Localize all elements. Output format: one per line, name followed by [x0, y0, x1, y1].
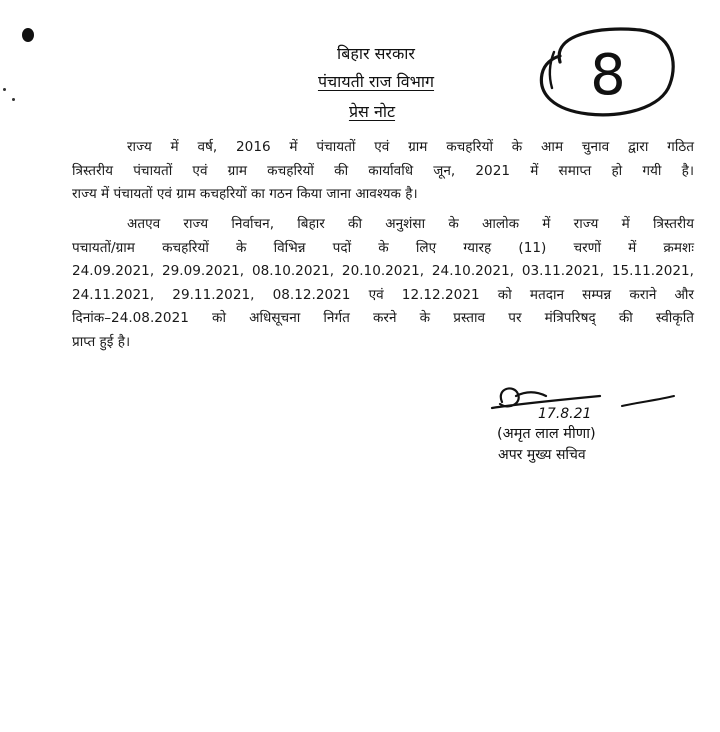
paragraph-1-line: त्रिस्तरीय पंचायतों एवं ग्राम कचहरियों की कार्यावधि जून, 2021 में समाप्त हो गयी है। — [72, 162, 694, 179]
paragraph-1 — [72, 136, 694, 207]
paragraph-2-line: 24.11.2021, 29.11.2021, 08.12.2021 एवं 12.12.2021 को मतदान सम्पन्न कराने और — [72, 286, 694, 303]
paragraph-2-line: 24.09.2021, 29.09.2021, 08.10.2021, 20.10.2021, 24.10.2021, 03.11.2021, 15.11.2021, — [72, 263, 694, 280]
paragraph-2-line: दिनांक–24.08.2021 को अधिसूचना निर्गत करने के प्रस्ताव पर मंत्रिपरिषद् की स्वीकृति — [72, 310, 694, 327]
ink-speck — [3, 88, 6, 91]
govt-name: बिहार सरकार — [337, 44, 415, 63]
signatory-name: (अमृत लाल मीणा) — [497, 426, 596, 442]
paragraph-2-line: प्राप्त हुई है। — [72, 333, 131, 350]
stamp-number: 8 — [590, 43, 626, 108]
signature-date: 17.8.21 — [538, 406, 592, 422]
signatory-designation: अपर मुख्य सचिव — [498, 447, 586, 463]
paragraph-1-line: राज्य में वर्ष, 2016 में पंचायतों एवं ग्राम कचहरियों के आम चुनाव द्वारा गठित — [127, 139, 694, 155]
handwritten-signature — [488, 382, 678, 422]
paragraph-2-line: पचायतों/ग्राम कचहरियों के विभिन्न पदों के लिए ग्यारह (11) चरणों में क्रमशः — [72, 239, 694, 256]
ink-dot — [22, 28, 34, 42]
paragraph-2 — [72, 213, 694, 355]
document-title: प्रेस नोट — [348, 102, 396, 121]
handwritten-number-stamp — [530, 22, 680, 122]
paragraph-1-line: राज्य में पंचायतों एवं ग्राम कचहरियों का गठन किया जाना आवश्यक है। — [72, 186, 418, 203]
department-name: पंचायती राज विभाग — [317, 72, 435, 91]
paragraph-2-line: अतएव राज्य निर्वाचन, बिहार की अनुशंसा के आलोक में राज्य में त्रिस्तरीय — [127, 216, 694, 232]
